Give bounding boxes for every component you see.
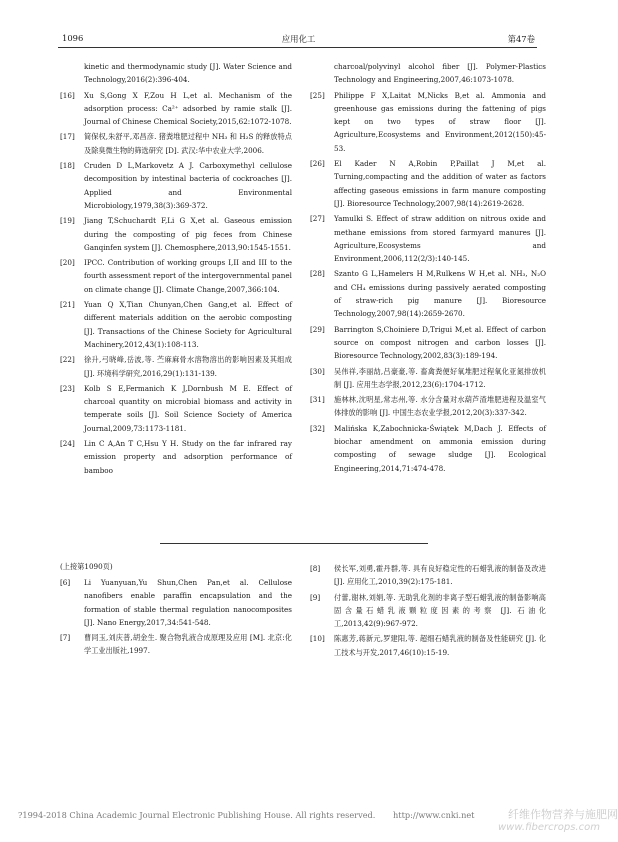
reference-text: 付蕾,谢林,刘娟,等. 无助乳化剂的非离子型石蜡乳液的制备影响高固含量石蜡乳液颗粒度因素的考察 [J]. 石油化工,2013,42(9):967-972. [334, 592, 546, 629]
reference-text: 陈惠芳,蒋新元,罗建阳,等. 超细石蜡乳液的制备及性能研究 [J]. 化工技术与开发,2017,46(10):15-19. [334, 634, 546, 657]
reference-item [60, 214, 292, 254]
reference-number: [19] [60, 216, 75, 226]
reference-text: El Kader N A,Robin P,Paillat J M,et al. Turning,compacting and the addition of water as factors affecting gaseous emissions in farm manure composting [J]. Bioresource Technology,2007,98(14):2619-2628. [334, 159, 546, 208]
reference-number: [21] [60, 300, 75, 310]
reference-number: [31] [310, 395, 325, 405]
reference-number: [25] [310, 90, 325, 100]
reference-item [60, 437, 292, 477]
page-footer [18, 810, 475, 820]
reference-item [310, 157, 546, 210]
reference-text: Xu S,Gong X F,Zou H L,et al. Mechanism of the adsorption process: Ca²⁺ adsorbed by ramie stalk [J]. Journal of Chinese Chemical Society,2015,62:1072-1078. [84, 90, 292, 127]
page-header [62, 33, 535, 47]
page-number: 1096 [62, 33, 84, 43]
header-rule [58, 47, 537, 48]
reference-number: [18] [60, 161, 75, 171]
reference-text: kinetic and thermodynamic study [J]. Water Science and Technology,2016(2):396-404. [84, 62, 292, 85]
reference-item [60, 576, 292, 629]
reference-text: Kolb S E,Fermanich K J,Dornbush M E. Effect of charcoal quantity on microbial biomass and activity in temperate soils [J]. Soil Science Society of America Journal,2009,73:1173-1181. [84, 383, 292, 433]
reference-item [60, 60, 292, 87]
reference-item [310, 89, 546, 155]
reference-number: [24] [60, 439, 75, 449]
reference-text: Lin C A,An T C,Hsu Y H. Study on the far infrared ray emission property and adsorption performance of bamboo [84, 439, 292, 475]
reference-number: [32] [310, 423, 325, 433]
reference-number: [17] [60, 132, 75, 142]
volume-label: 第47卷 [507, 34, 535, 44]
reference-text: IPCC. Contribution of working groups I,II and III to the fourth assessment report of the intergovernmental panel on climate change [J]. Climate Change,2007,366:104. [84, 258, 292, 294]
reference-item [60, 298, 292, 351]
references-left-column [60, 60, 292, 479]
section-divider [160, 543, 428, 544]
reference-text: Malińska K,Zabochnicka-Świątek M,Dach J. Effects of biochar amendment on ammonia emission during composting of sewage sludge [J]. Ecological Engineering,2014,71:474-478. [334, 423, 546, 473]
reference-item [310, 365, 546, 392]
reference-item [310, 393, 546, 420]
reference-number: [29] [310, 324, 325, 334]
watermark-text: 纤维作物营养与施肥网 [508, 808, 618, 821]
reference-number: [20] [60, 258, 75, 268]
reference-number: [27] [310, 214, 325, 224]
watermark-url: www.fibercrops.com [498, 822, 600, 833]
reference-text: 曹同玉,刘庆普,胡金生. 聚合物乳液合成原理及应用 [M]. 北京:化学工业出版社,1997. [84, 633, 292, 656]
reference-item [310, 632, 546, 659]
reference-number: [26] [310, 159, 325, 169]
reference-item [60, 256, 292, 296]
reference-item [310, 60, 546, 87]
reference-text: Szanto G L,Hamelers H M,Rulkens W H,et al. NH₃, N₂O and CH₄ emissions during passively aerated composting of straw-rich pig manure [J]. Bioresource Technology,2007,98(14):2659-2670. [334, 269, 546, 319]
reference-item [310, 267, 546, 320]
reference-number: [16] [60, 90, 75, 100]
reference-number: [10] [310, 634, 325, 644]
reference-item [310, 323, 546, 363]
reference-number: [7] [60, 633, 71, 643]
reference-item [310, 422, 546, 475]
reference-text: Yuan Q X,Tian Chunyan,Chen Gang,et al. Effect of different materials addition on the aerobic composting [J]. Transactions of the Chinese Society for Agricultural Machinery,2012,43(1):108-113. [84, 300, 292, 349]
reference-text: 徐升,弓晓峰,岳波,等. 苎麻麻骨水溶物溶出的影响因素及其组成 [J]. 环境科学研究,2016,29(1):131-139. [84, 355, 292, 378]
continued-references-left-column [60, 576, 292, 660]
reference-text: charcoal/polyvinyl alcohol fiber [J]. Polymer-Plastics Technology and Engineering,2007,46:1073-1078. [334, 62, 546, 85]
journal-name: 应用化工 [281, 34, 316, 44]
reference-item [310, 591, 546, 631]
reference-number: [9] [310, 592, 321, 602]
reference-text: Philippe F X,Laitat M,Nicks B,et al. Ammonia and greenhouse gas emissions during the fattening of pigs kept on two types of straw floor [J]. Agriculture,Ecosystems and Environment,2012(150):45-53. [334, 90, 546, 153]
reference-item [60, 382, 292, 435]
reference-text: Yamulki S. Effect of straw addition on nitrous oxide and methane emissions from stored farmyard manures [J]. Agriculture,Ecosystems and Environment,2006,112(2/3):140-145. [334, 214, 546, 264]
reference-number: [30] [310, 366, 325, 376]
continuation-note: (上接第1090页) [60, 562, 113, 571]
reference-text: Cruden D L,Markovetz A J. Carboxymethyl cellulose decomposition by intestinal bacteria of cockroaches [J]. Applied and Environmental Microbiology,1979,38(3):369-372. [84, 161, 292, 210]
reference-item [60, 353, 292, 380]
reference-item [310, 562, 546, 589]
reference-item [60, 631, 292, 658]
reference-item [60, 130, 292, 157]
reference-text: Barrington S,Choiniere D,Trigui M,et al. Effect of carbon source on compost nitrogen and carbon losses [J]. Bioresource Technology,2002,83(3):189-194. [334, 324, 546, 361]
reference-number: [8] [310, 564, 321, 573]
reference-text: Jiang T,Schuchardt F,Li G X,et al. Gaseous emission during the composting of pig feces from Chinese Ganqinfen system [J]. Chemosphere,2013,90:1545-1551. [84, 216, 292, 252]
reference-item [310, 212, 546, 265]
reference-number: [22] [60, 355, 75, 365]
references-right-column [310, 60, 546, 477]
reference-text: 吴伟祥,李丽劼,吕豪豪,等. 畜禽粪便好氧堆肥过程氧化亚氮排放机制 [J]. 应用生态学报,2012,23(6):1704-1712. [334, 366, 546, 389]
reference-number: [6] [60, 578, 71, 587]
reference-text: Li Yuanyuan,Yu Shun,Chen Pan,et al. Cellulose nanofibers enable paraffin encapsulation and the formation of stable thermal regulation nanocomposites [J]. Nano Energy,2017,34:541-548. [84, 578, 292, 627]
website-link[interactable]: http://www.cnki.net [393, 810, 475, 820]
reference-number: [23] [60, 383, 75, 393]
reference-number: [28] [310, 269, 325, 279]
continued-references-right-column [310, 562, 546, 661]
reference-item [60, 89, 292, 129]
copyright-text: ?1994-2018 China Academic Journal Electronic Publishing House. All rights reserved. [18, 810, 376, 820]
reference-text: 简保权,朱舒平,邓昌彦. 猪粪堆肥过程中 NH₃ 和 H₂S 的释放特点及除臭微生物的筛选研究 [D]. 武汉:华中农业大学,2006. [84, 132, 292, 155]
reference-text: 侯长军,刘勇,霍丹群,等. 具有良好稳定性的石蜡乳液的制备及改进 [J]. 应用化工,2010,39(2):175-181. [334, 564, 546, 587]
reference-item [60, 159, 292, 212]
reference-text: 施林林,沈明星,常志州,等. 水分含量对水葫芦渣堆肥进程及温室气体排放的影响 [J]. 中国生态农业学报,2012,20(3):337-342. [334, 395, 546, 418]
